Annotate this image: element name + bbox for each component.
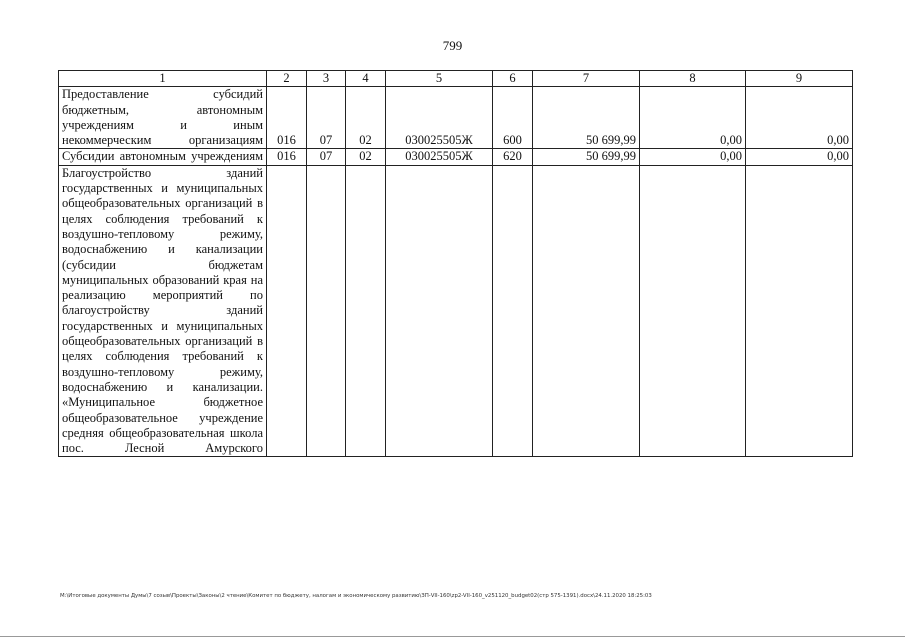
column-header: 6 [493,71,533,87]
cell-section: 07 [307,149,346,165]
cell-amount-2: 0,00 [640,87,746,149]
column-header: 1 [59,71,267,87]
cell-amount-2: 0,00 [640,149,746,165]
row-name: Предоставление субсидий бюджетным, автономным учреждениям и иным некоммерческим организациям [59,87,267,149]
cell-expense-type: 600 [493,87,533,149]
cell-amount-1: 50 699,99 [533,87,640,149]
cell-amount-2 [640,165,746,457]
cell-amount-3: 0,00 [746,87,853,149]
column-header: 8 [640,71,746,87]
cell-expense-type [493,165,533,457]
cell-target-article: 030025505Ж [386,87,493,149]
cell-amount-3: 0,00 [746,149,853,165]
cell-subsection [346,165,386,457]
cell-target-article: 030025505Ж [386,149,493,165]
cell-amount-1: 50 699,99 [533,149,640,165]
column-header: 2 [267,71,307,87]
cell-ministry: 016 [267,87,307,149]
page-edge-divider [0,636,905,637]
cell-section: 07 [307,87,346,149]
cell-ministry [267,165,307,457]
budget-table [58,70,853,457]
file-path-footer: M:\Итоговые документы Думы\7 созыв\Проекты\Законы\2 чтение\Комитет по бюджету, налогам и экономическому развитию\ЗП-VII-160\zp2-VII-160_v251120_budget02(стр 575-1391).docx\24.11.2020 18:25:03 [60,593,652,599]
table-row [59,165,853,457]
cell-section [307,165,346,457]
table-row [59,149,853,165]
cell-target-article [386,165,493,457]
column-header: 3 [307,71,346,87]
column-header: 4 [346,71,386,87]
row-name: Благоустройство зданий государственных и муниципальных общеобразовательных организаций в целях соблюдения требований к воздушно-тепловому режиму, водоснабжению и канализации (субсидии бюджетам муниципальных образований края на реализацию мероприятий по благоустройству зданий государственных и муниципальных общеобразовательных организаций в целях соблюдения требований к воздушно-тепловому режиму, водоснабжению и канализации. «Муниципальное бюджетное общеобразовательное учреждение средняя общеобразовательная школа пос. Лесной Амурского [59,165,267,457]
cell-subsection: 02 [346,87,386,149]
row-name: Субсидии автономным учреждениям [59,149,267,165]
page-number: 799 [442,38,463,53]
cell-amount-1 [533,165,640,457]
cell-ministry: 016 [267,149,307,165]
header-row [59,71,853,87]
cell-amount-3 [746,165,853,457]
table-row [59,87,853,149]
cell-subsection: 02 [346,149,386,165]
cell-expense-type: 620 [493,149,533,165]
column-header: 5 [386,71,493,87]
column-header: 9 [746,71,853,87]
column-header: 7 [533,71,640,87]
